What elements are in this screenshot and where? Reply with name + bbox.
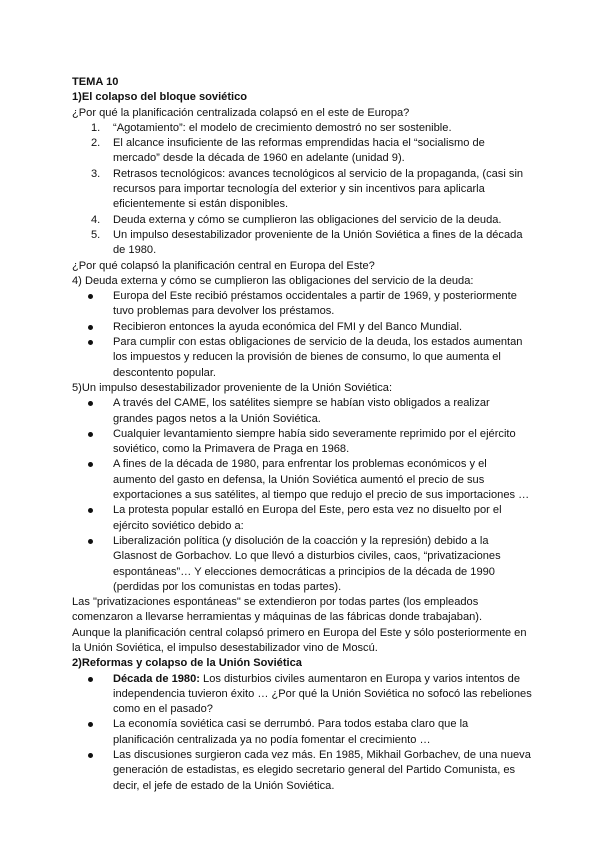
list-item: Década de 1980: Los disturbios civiles aumentaron en Europa y varios intentos de independencia tuvieron éxito … ¿Por qué la Unión Soviética no sofocó las rebeliones como en el pasado? xyxy=(72,672,532,718)
section1-question: ¿Por qué la planificación centralizada colapsó en el este de Europa? xyxy=(72,106,410,119)
bullet-icon xyxy=(88,677,93,682)
bullet-icon xyxy=(88,401,93,406)
list-item: 2. El alcance insuficiente de las reformas emprendidas hacia el “socialismo de mercado” desde la década de 1960 en adelante (unidad 9). xyxy=(91,137,485,165)
subsection4-heading: 4) Deuda externa y cómo se cumplieron las obligaciones del servicio de la deuda: xyxy=(72,274,474,287)
bullet-icon xyxy=(88,508,93,513)
document-title: TEMA 10 xyxy=(72,76,119,88)
list-item: Europa del Este recibió préstamos occidentales a partir de 1969, y posteriormente tuvo problemas para devolver los préstamos. xyxy=(72,289,532,320)
section1-question2: ¿Por qué colapsó la planificación central en Europa del Este? xyxy=(72,259,375,272)
list-item: 4. Deuda externa y cómo se cumplieron las obligaciones del servicio de la deuda. xyxy=(91,213,502,226)
reforms-list xyxy=(72,672,532,794)
bullet-icon xyxy=(88,294,93,299)
bullet-icon xyxy=(88,462,93,467)
list-item: A fines de la década de 1980, para enfrentar los problemas económicos y el aumento del gasto en defensa, la Unión Soviética aumentó el precio de sus exportaciones a sus satélites, al tiempo que redujo el precio de sus importaciones … xyxy=(72,457,532,503)
list-item: 1. “Agotamiento”: el modelo de crecimiento demostró no ser sostenible. xyxy=(91,121,452,134)
list-item: 3. Retrasos tecnológicos: avances tecnológicos al servicio de la propaganda, (casi sin recursos para importar tecnología del exterior y sin incentivos para aplicarla eficientemente si están disponibles. xyxy=(91,167,524,211)
bullet-icon xyxy=(88,325,93,330)
conclusion-paragraph: Aunque la planificación central colapsó primero en Europa del Este y sólo posteriormente en la Unión Soviética, el impulso desestabilizador vino de Moscú. xyxy=(72,626,527,654)
bullet-icon xyxy=(88,432,93,437)
list-item: 5. Un impulso desestabilizador proveniente de la Unión Soviética a fines de la década de 1980. xyxy=(91,228,523,257)
subsection5-heading: 5)Un impulso desestabilizador proveniente de la Unión Soviética: xyxy=(72,381,393,394)
debt-list xyxy=(72,289,532,381)
bullet-icon xyxy=(88,722,93,727)
list-item: Para cumplir con estas obligaciones de servicio de la deuda, los estados aumentan los impuestos y reducen la provisión de bienes de consumo, lo que aumenta el descontento popular. xyxy=(72,335,532,381)
list-item: Recibieron entonces la ayuda económica del FMI y del Banco Mundial. xyxy=(72,320,532,335)
reasons-list xyxy=(72,121,532,259)
list-item: Liberalización política (y disolución de la coacción y la represión) debido a la Glasnost de Gorbachov. Lo que llevó a disturbios civiles, caos, “privatizaciones espontáneas”… Y elecciones democráticas a principios de la década de 1990 (perdidas por los comunistas en todas partes). xyxy=(72,534,532,595)
list-item: Las discusiones surgieron cada vez más. En 1985, Mikhail Gorbachev, de una nueva generación de estadistas, es elegido secretario general del Partido Comunista, es decir, el jefe de estado de la Unión Soviética. xyxy=(72,748,532,794)
privatization-paragraph: Las "privatizaciones espontáneas" se extendieron por todas partes (los empleados comenzaron a llevarse herramientas y máquinas de las fábricas donde trabajaban). xyxy=(72,596,483,624)
section1-heading: 1)El colapso del bloque soviético xyxy=(72,91,248,104)
bullet-icon xyxy=(88,340,93,345)
list-item: La protesta popular estalló en Europa del Este, pero esta vez no disuelto por el ejército soviético debido a: xyxy=(72,503,532,534)
list-item: Cualquier levantamiento siempre había sido severamente reprimido por el ejército soviético, como la Primavera de Praga en 1968. xyxy=(72,427,532,458)
soviet-impulse-list xyxy=(72,396,532,595)
bullet-icon xyxy=(88,539,93,544)
bullet-icon xyxy=(88,753,93,758)
section2-heading: 2)Reformas y colapso de la Unión Soviética xyxy=(72,657,302,670)
list-item: A través del CAME, los satélites siempre se habían visto obligados a realizar grandes pagos netos a la Unión Soviética. xyxy=(72,396,532,427)
document-page xyxy=(72,75,532,794)
list-item: La economía soviética casi se derrumbó. Para todos estaba claro que la planificación centralizada ya no podía fomentar el crecimiento … xyxy=(72,717,532,748)
